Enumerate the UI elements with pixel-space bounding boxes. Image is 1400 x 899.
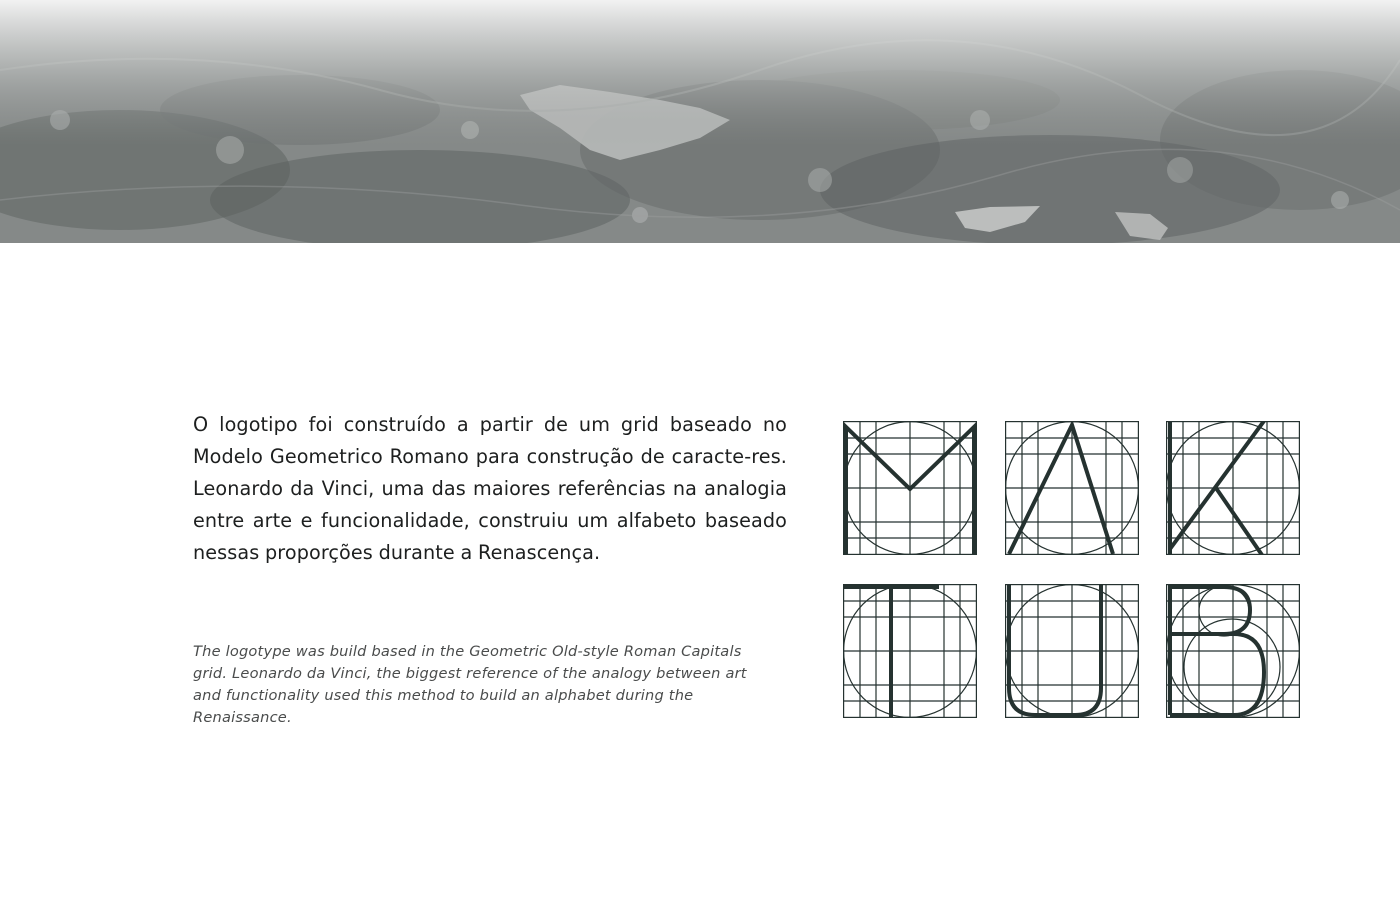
description-english: The logotype was build based in the Geometric Old-style Roman Capitals grid. Leonardo da Vinci, the biggest reference of the analogy between art and functionality used this method to build an alphabet during the Renaissance. xyxy=(193,643,747,726)
logo-letter-a xyxy=(1005,421,1139,555)
description-portuguese: O logotipo foi construído a partir de um grid baseado no Modelo Geometrico Romano para construção de caracte-res. Leonardo da Vinci, uma das maiores referências na analogia entre arte e funcionalidade, construiu um alfabeto baseado nessas proporções durante a Renascença. xyxy=(193,413,787,564)
logo-letter-t xyxy=(843,584,977,718)
logo-letter-k xyxy=(1166,421,1300,555)
logo-letter-b xyxy=(1166,584,1300,718)
logo-letter-u xyxy=(1005,584,1139,718)
marble-texture-image xyxy=(0,0,1400,243)
marble-texture-banner xyxy=(0,0,1400,243)
logo-letter-m xyxy=(843,421,977,555)
